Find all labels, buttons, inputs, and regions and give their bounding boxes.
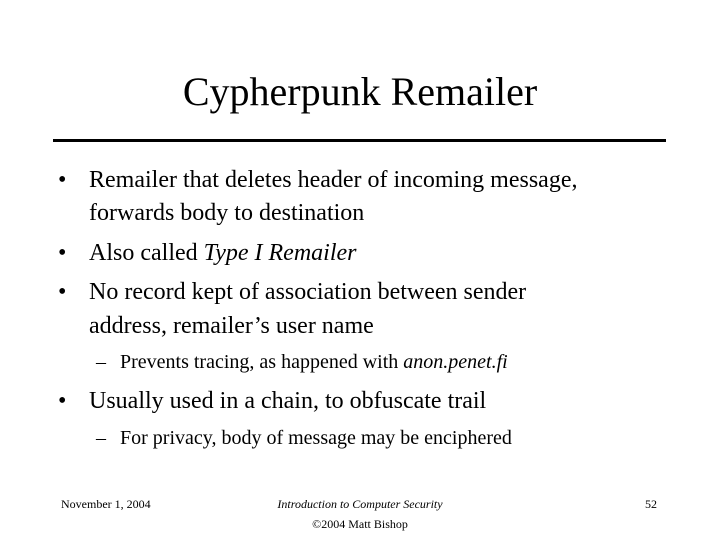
sub-bullet-text: For privacy, body of message may be enciphered bbox=[120, 427, 512, 449]
sub-bullet-text bbox=[120, 350, 508, 374]
footer-course-title bbox=[210, 494, 510, 514]
footer-center bbox=[210, 494, 510, 534]
bullet-marker: • bbox=[58, 240, 67, 266]
bullet-marker: • bbox=[58, 167, 67, 193]
footer-copyright: ©2004 Matt Bishop bbox=[312, 517, 408, 531]
bullet-text-line: Remailer that deletes header of incoming message, bbox=[89, 167, 578, 193]
sub-bullet-marker: – bbox=[96, 427, 106, 449]
bullet-text-line: No record kept of association between sender bbox=[89, 279, 527, 305]
slide-title: Cypherpunk Remailer bbox=[182, 69, 538, 114]
bullet-text-plain: Also called bbox=[89, 240, 204, 266]
sub-bullet-marker: – bbox=[96, 351, 106, 373]
bullet-text-line bbox=[89, 235, 709, 271]
footer-date: November 1, 2004 bbox=[61, 497, 151, 511]
bullet-text-line: address, remailer’s user name bbox=[89, 313, 374, 339]
sub-bullet-text-italic: anon.penet.fi bbox=[403, 351, 508, 373]
footer-course-title-text: Introduction to Computer Security bbox=[277, 497, 443, 511]
title-divider bbox=[53, 139, 666, 142]
bullet-text-line: Usually used in a chain, to obfuscate trail bbox=[89, 388, 487, 414]
bullet-text-line: forwards body to destination bbox=[89, 200, 365, 226]
sub-bullet-text-plain: Prevents tracing, as happened with bbox=[120, 351, 404, 373]
bullet-marker: • bbox=[58, 388, 67, 414]
footer-page-number: 52 bbox=[645, 497, 657, 511]
bullet-marker: • bbox=[58, 279, 67, 305]
bullet-text-italic: Type I Remailer bbox=[203, 240, 357, 266]
